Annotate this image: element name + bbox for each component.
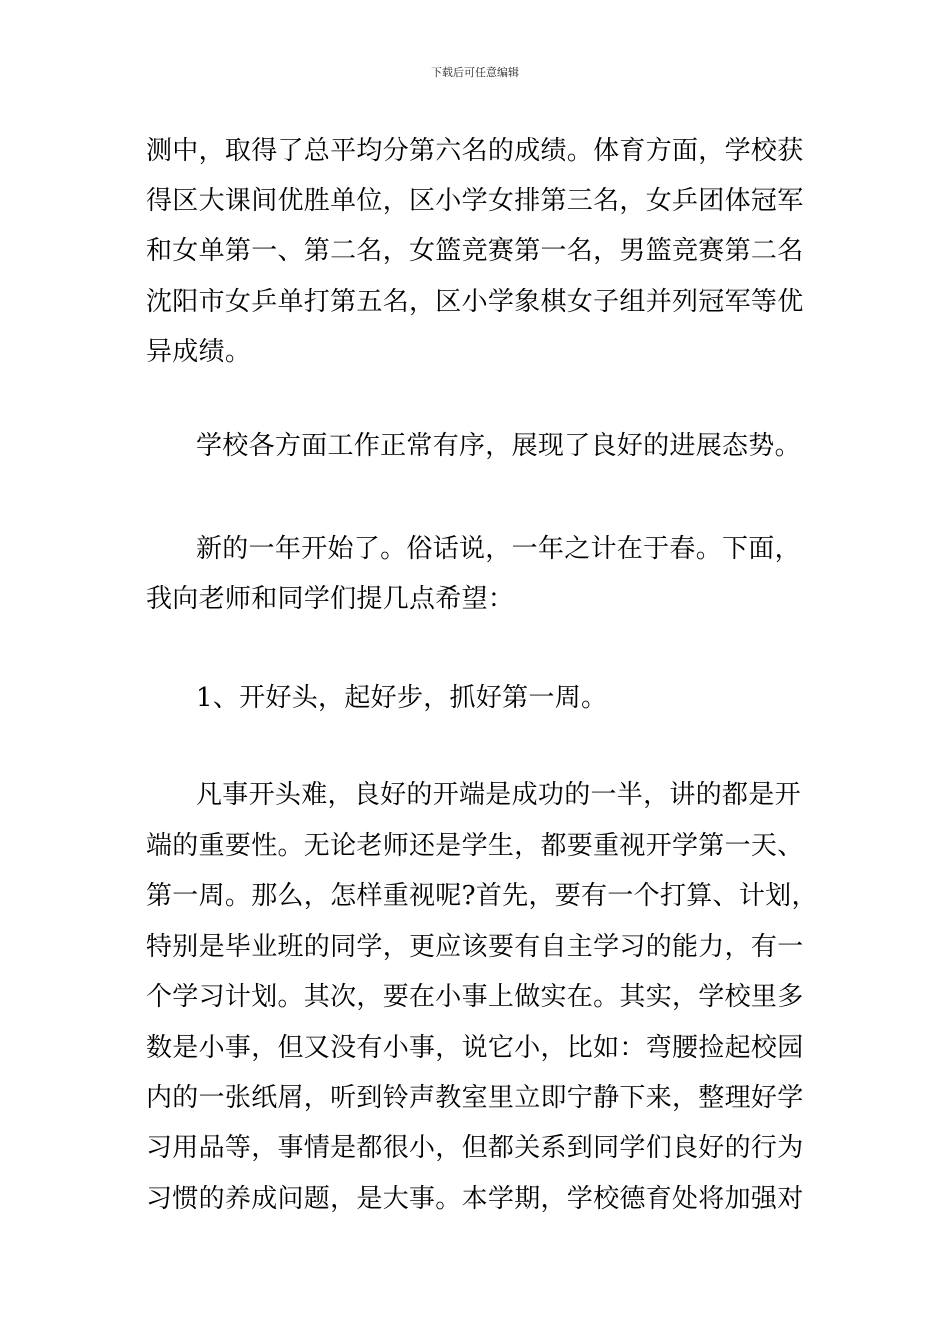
paragraph-1-line-5: 异成绩。	[146, 337, 252, 367]
paragraph-4-line-1: 1、开好头，起好步，抓好第一周。	[196, 683, 608, 713]
paragraph-5-line-3: 第一周。那么，怎样重视呢?首先，要有一个打算、计划，	[146, 881, 818, 911]
paragraph-5-line-2: 端的重要性。无论老师还是学生，都要重视开学第一天、	[146, 831, 804, 861]
paragraph-1-line-2: 得区大课间优胜单位，区小学女排第三名，女乒团体冠军	[146, 186, 804, 216]
paragraph-5-line-9: 习惯的养成问题，是大事。本学期，学校德育处将加强对	[146, 1184, 804, 1214]
paragraph-5-line-7: 内的一张纸屑，听到铃声教室里立即宁静下来，整理好学	[146, 1083, 804, 1113]
paragraph-3-line-2: 我向老师和同学们提几点希望：	[146, 584, 515, 614]
paragraph-5-line-6: 数是小事，但又没有小事，说它小，比如：弯腰捡起校园	[146, 1033, 804, 1063]
paragraph-2-line-1: 学校各方面工作正常有序，展现了良好的进展态势。	[196, 431, 801, 461]
paragraph-5-line-1: 凡事开头难，良好的开端是成功的一半，讲的都是开	[196, 780, 801, 810]
page-header: 下载后可任意编辑	[431, 66, 519, 79]
paragraph-1-line-4: 沈阳市女乒单打第五名，区小学象棋女子组并列冠军等优	[146, 287, 804, 317]
paragraph-1-line-1: 测中，取得了总平均分第六名的成绩。体育方面，学校获	[146, 136, 804, 166]
paragraph-1-line-3: 和女单第一、第二名，女篮竞赛第一名，男篮竞赛第二名	[146, 236, 804, 266]
paragraph-5-line-4: 特别是毕业班的同学，更应该要有自主学习的能力，有一	[146, 932, 804, 962]
paragraph-3-line-1: 新的一年开始了。俗话说，一年之计在于春。下面，	[196, 534, 801, 564]
paragraph-5-line-8: 习用品等，事情是都很小，但都关系到同学们良好的行为	[146, 1133, 804, 1163]
paragraph-5-line-5: 个学习计划。其次，要在小事上做实在。其实，学校里多	[146, 982, 804, 1012]
